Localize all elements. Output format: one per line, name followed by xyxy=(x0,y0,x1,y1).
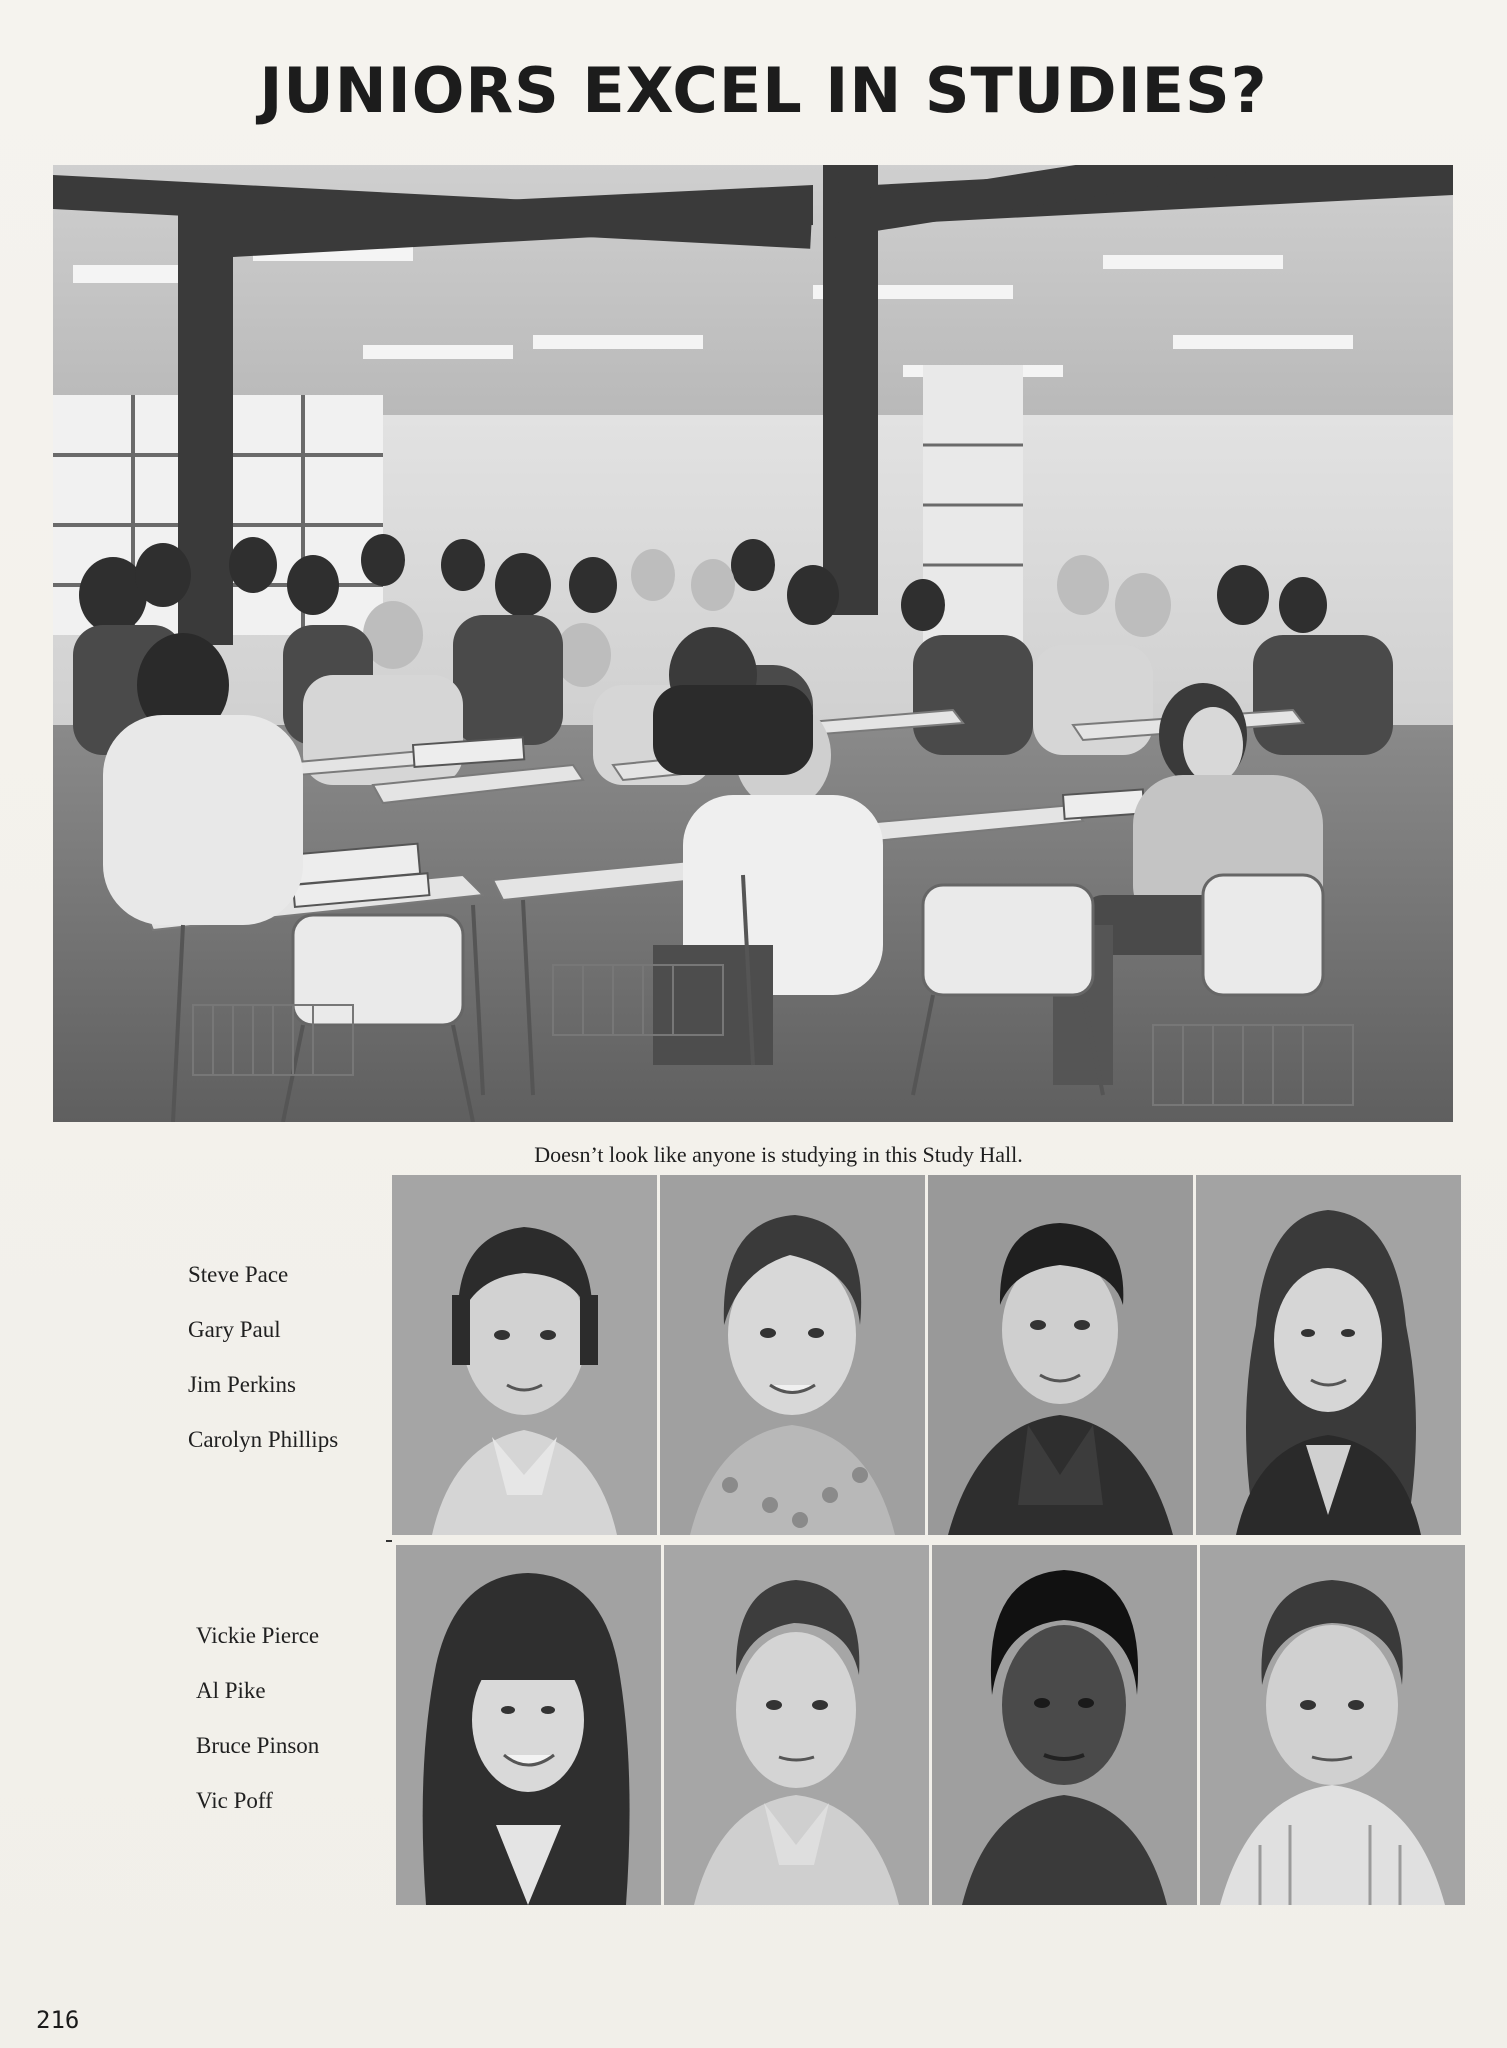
portrait-vic-poff xyxy=(1200,1545,1465,1905)
study-hall-photo xyxy=(53,165,1453,1122)
student-name: Vic Poff xyxy=(196,1788,273,1813)
portrait-carolyn-phillips xyxy=(1196,1175,1461,1535)
names-list-bottom xyxy=(196,1608,319,1828)
student-name: Gary Paul xyxy=(188,1317,281,1342)
portrait-gary-paul xyxy=(660,1175,925,1535)
photo-caption: Doesn’t look like anyone is studying in this Study Hall. xyxy=(534,1142,1023,1167)
names-list-top xyxy=(188,1247,338,1467)
student-name: Bruce Pinson xyxy=(196,1733,320,1758)
portrait-al-pike xyxy=(664,1545,929,1905)
student-name: Vickie Pierce xyxy=(196,1623,320,1648)
student-name: Jim Perkins xyxy=(188,1372,296,1397)
student-name: Carolyn Phillips xyxy=(188,1427,339,1452)
student-name: Al Pike xyxy=(196,1678,266,1703)
page-number: 216 xyxy=(36,2006,80,2034)
portrait-jim-perkins xyxy=(928,1175,1193,1535)
portrait-grid xyxy=(392,1175,1460,1913)
page-title: JUNIORS EXCEL IN STUDIES? xyxy=(259,54,1268,127)
portrait-vickie-pierce xyxy=(396,1545,661,1905)
student-name: Steve Pace xyxy=(188,1262,289,1287)
portrait-steve-pace xyxy=(392,1175,657,1535)
portrait-bruce-pinson xyxy=(932,1545,1197,1905)
